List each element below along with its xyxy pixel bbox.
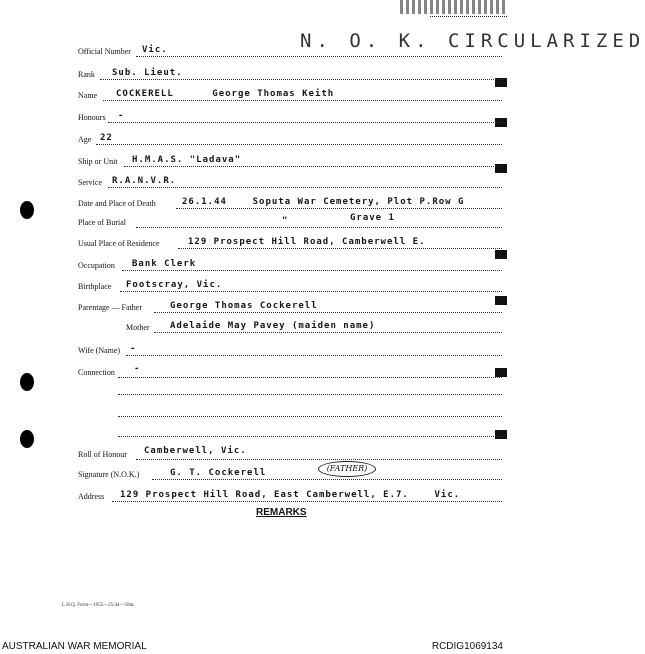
archive-footer	[0, 638, 507, 654]
age-row	[78, 131, 502, 145]
name-row	[78, 87, 502, 101]
mother-row	[78, 319, 502, 333]
official-number-row	[78, 43, 502, 57]
footer-left: AUSTRALIAN WAR MEMORIAL	[2, 641, 147, 652]
field-label: Honours	[78, 113, 106, 122]
service-row	[78, 174, 502, 188]
blank-line	[118, 394, 502, 395]
field-value: R.A.N.V.R.	[112, 176, 177, 186]
scan-edge-mark	[400, 0, 507, 14]
field-value: -	[134, 364, 141, 374]
residence-row	[78, 235, 502, 249]
field-value: Sub. Lieut.	[112, 68, 183, 78]
rank-row	[78, 66, 502, 80]
nok-stamp: N. O. K. CIRCULARIZED	[300, 30, 645, 52]
ship-row	[78, 153, 502, 167]
field-label: Rank	[78, 70, 95, 79]
field-label: Ship or Unit	[78, 157, 118, 166]
field-value: Camberwell, Vic.	[144, 446, 247, 456]
signature-row	[78, 466, 502, 480]
form-reference: L.H.Q. Form—1955—25/44—50m.	[62, 603, 135, 608]
field-label: Official Number	[78, 47, 131, 56]
field-value: Adelaide May Pavey (maiden name)	[170, 321, 376, 331]
field-label: Age	[78, 135, 92, 144]
field-label: Usual Place of Residence	[78, 239, 160, 248]
field-value: 129 Prospect Hill Road, East Camberwell, E.7. Vic.	[120, 490, 461, 500]
field-label: Address	[78, 492, 105, 501]
field-label: Roll of Honour	[78, 450, 127, 459]
field-value: 26.1.44 Soputa War Cemetery, Plot P.Row G	[182, 197, 465, 207]
field-label: Connection	[78, 368, 115, 377]
connection-row	[78, 364, 502, 378]
remarks-heading: REMARKS	[256, 507, 307, 518]
occupation-row	[78, 257, 502, 271]
roll-of-honour-row	[78, 446, 502, 460]
punch-hole	[20, 201, 34, 219]
scan-edge-mark	[495, 430, 507, 439]
field-value: H.M.A.S. "Ladava"	[132, 155, 242, 165]
wife-row	[78, 342, 502, 356]
field-label: Date and Place of Death	[78, 199, 156, 208]
field-value: Bank Clerk	[132, 259, 197, 269]
top-dotted-line	[430, 16, 507, 17]
footer-right: RCDIG1069134	[431, 641, 503, 652]
punch-hole	[20, 430, 34, 448]
field-label: Place of Burial	[78, 218, 126, 227]
field-label: Wife (Name)	[78, 346, 121, 355]
field-value: COCKERELL George Thomas Keith	[116, 89, 335, 99]
ditto-mark: "	[282, 216, 289, 226]
field-label: Name	[78, 91, 98, 100]
field-label: Occupation	[78, 261, 115, 270]
field-value: -	[130, 344, 137, 354]
honours-row	[78, 109, 502, 123]
field-label: Parentage — Father	[78, 303, 142, 312]
field-value: Footscray, Vic.	[126, 280, 223, 290]
parentage-row	[78, 299, 502, 313]
field-label: Mother	[126, 323, 150, 332]
blank-line	[118, 416, 502, 417]
birthplace-row	[78, 278, 502, 292]
field-value: 129 Prospect Hill Road, Camberwell E.	[188, 237, 426, 247]
field-value: Grave 1	[350, 213, 395, 223]
blank-line	[118, 436, 502, 437]
death-row	[78, 195, 502, 209]
field-value: Vic.	[142, 45, 168, 55]
field-value: -	[118, 111, 125, 121]
field-label: Service	[78, 178, 102, 187]
signature-value: G. T. Cockerell	[170, 468, 267, 478]
field-value: 22	[100, 133, 113, 143]
burial-row	[78, 214, 502, 228]
field-label: Signature (N.O.K.)	[78, 470, 140, 479]
field-label: Birthplace	[78, 282, 112, 291]
punch-hole	[20, 373, 34, 391]
relationship-note: (FATHER)	[318, 461, 376, 477]
address-row	[78, 488, 502, 502]
field-value: George Thomas Cockerell	[170, 301, 318, 311]
